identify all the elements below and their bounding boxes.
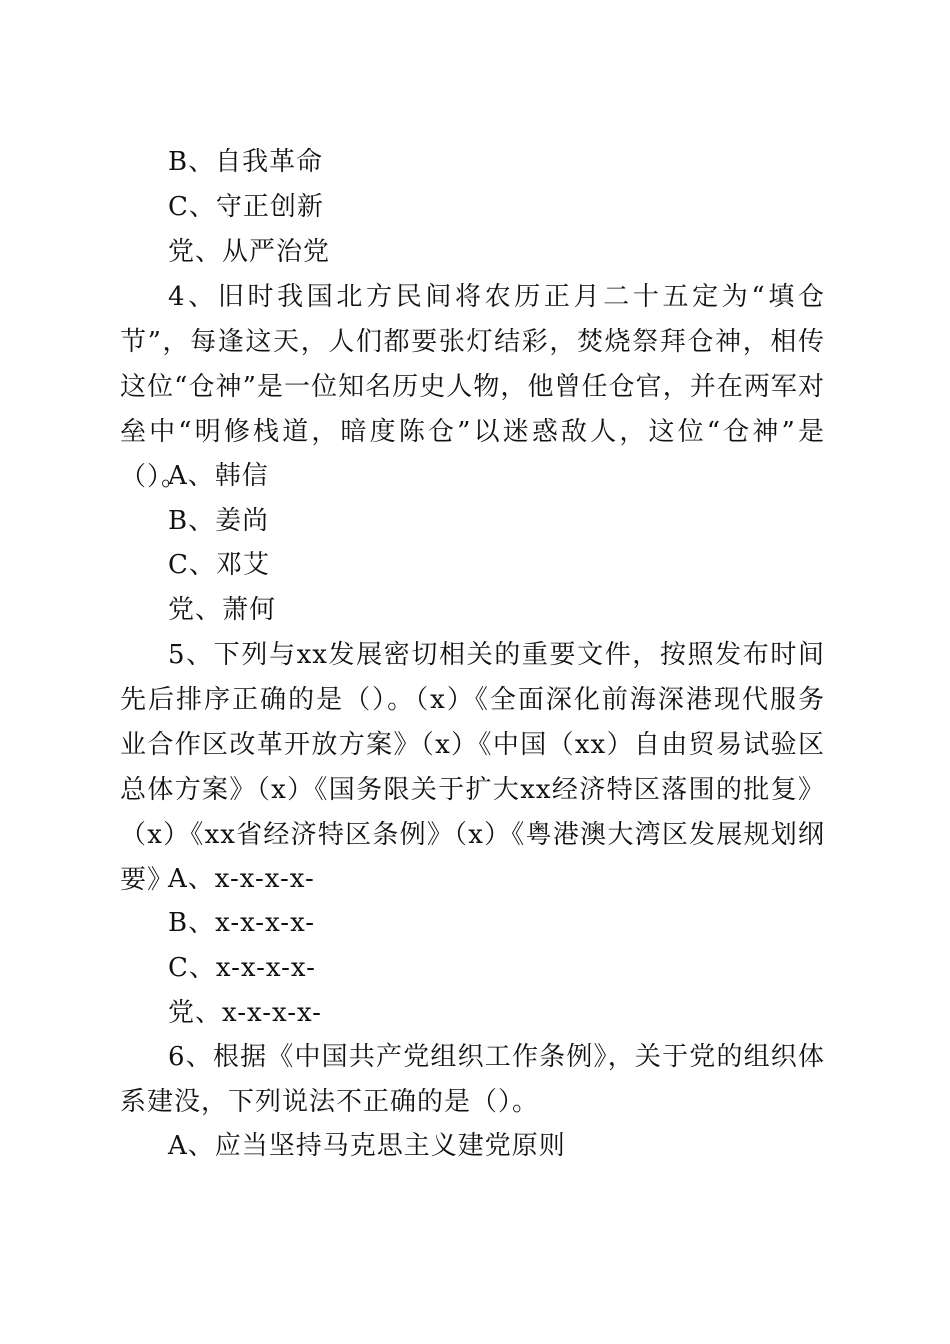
q6-stem: 6、根据《中国共产党组织工作条例》，关于党的组织体系建没，下列说法不正确的是（）。 [120,1042,825,1117]
q4-option-d: 党、萧何 [168,595,277,625]
q4-stem: 4、旧时我国北方民间将农历正月二十五定为“填仓节”，每逢这天，人们都要张灯结彩，焚烧祭拜仓神，相传这位“仓神”是一位知名历史人物，他曾任仓官，并在两军对垒中“明修栈道，暗度陈仓”以迷惑敌人，这位“仓神”是（）。 [120,282,825,492]
q4-option-a: A、韩信 [168,461,269,491]
q5-option-b: B、x-x-x-x- [168,908,316,938]
q5-option-d: 党、x-x-x-x- [168,998,322,1028]
q6-option-a: A、应当坚持马克思主义建党原则 [168,1131,566,1161]
q4-option-c: C、邓艾 [168,550,270,580]
q5-stem: 5、下列与xx发展密切相关的重要文件，按照发布时间先后排序正确的是（）。（x）《全面深化前海深港现代服务业合作区改革开放方案》（x）《中国（xx）自由贸易试验区总体方案》（x）《国务限关于扩大xx经济特区落围的批复》（x）《xx省经济特区条例》（x）《粤港澳大湾区发展规划纲要》 [120,640,825,895]
q3-option-b: B、自我革命 [168,147,324,177]
q5-option-a: A、x-x-x-x- [168,864,315,894]
q4-option-b: B、姜尚 [168,506,270,536]
q5-option-c: C、x-x-x-x- [168,953,316,983]
q3-option-c: C、守正创新 [168,192,324,222]
q3-option-d: 党、从严治党 [168,237,331,267]
